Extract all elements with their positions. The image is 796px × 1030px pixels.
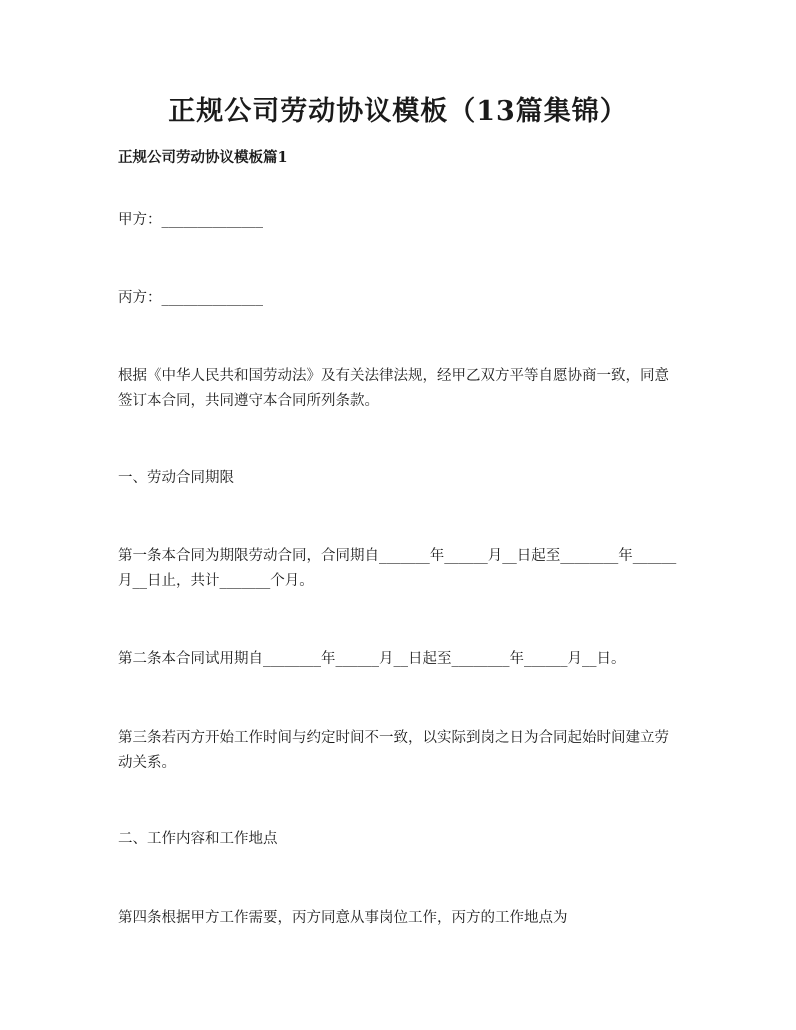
heading-work-content: 二、工作内容和工作地点 bbox=[118, 831, 278, 847]
party-c-line: 丙方：______________ bbox=[118, 290, 263, 306]
party-a-line: 甲方：______________ bbox=[118, 212, 263, 228]
article-1-paragraph: 第一条本合同为期限劳动合同，合同期自_______年______月__日起至________年______月__日止，共计_______个月。 bbox=[118, 548, 677, 589]
heading-contract-term: 一、劳动合同期限 bbox=[118, 470, 234, 486]
article-2-paragraph: 第二条本合同试用期自________年______月__日起至________年______月__日。 bbox=[118, 651, 626, 667]
document-title: 正规公司劳动协议模板（13篇集锦） bbox=[168, 96, 628, 127]
section-title: 正规公司劳动协议模板篇1 bbox=[118, 149, 288, 166]
preamble-paragraph: 根据《中华人民共和国劳动法》及有关法律法规，经甲乙双方平等自愿协商一致，同意签订本合同，共同遵守本合同所列条款。 bbox=[118, 368, 669, 409]
article-3-paragraph: 第三条若丙方开始工作时间与约定时间不一致，以实际到岗之日为合同起始时间建立劳动关系。 bbox=[118, 730, 669, 771]
article-4-paragraph: 第四条根据甲方工作需要，丙方同意从事岗位工作，丙方的工作地点为 bbox=[118, 910, 568, 926]
